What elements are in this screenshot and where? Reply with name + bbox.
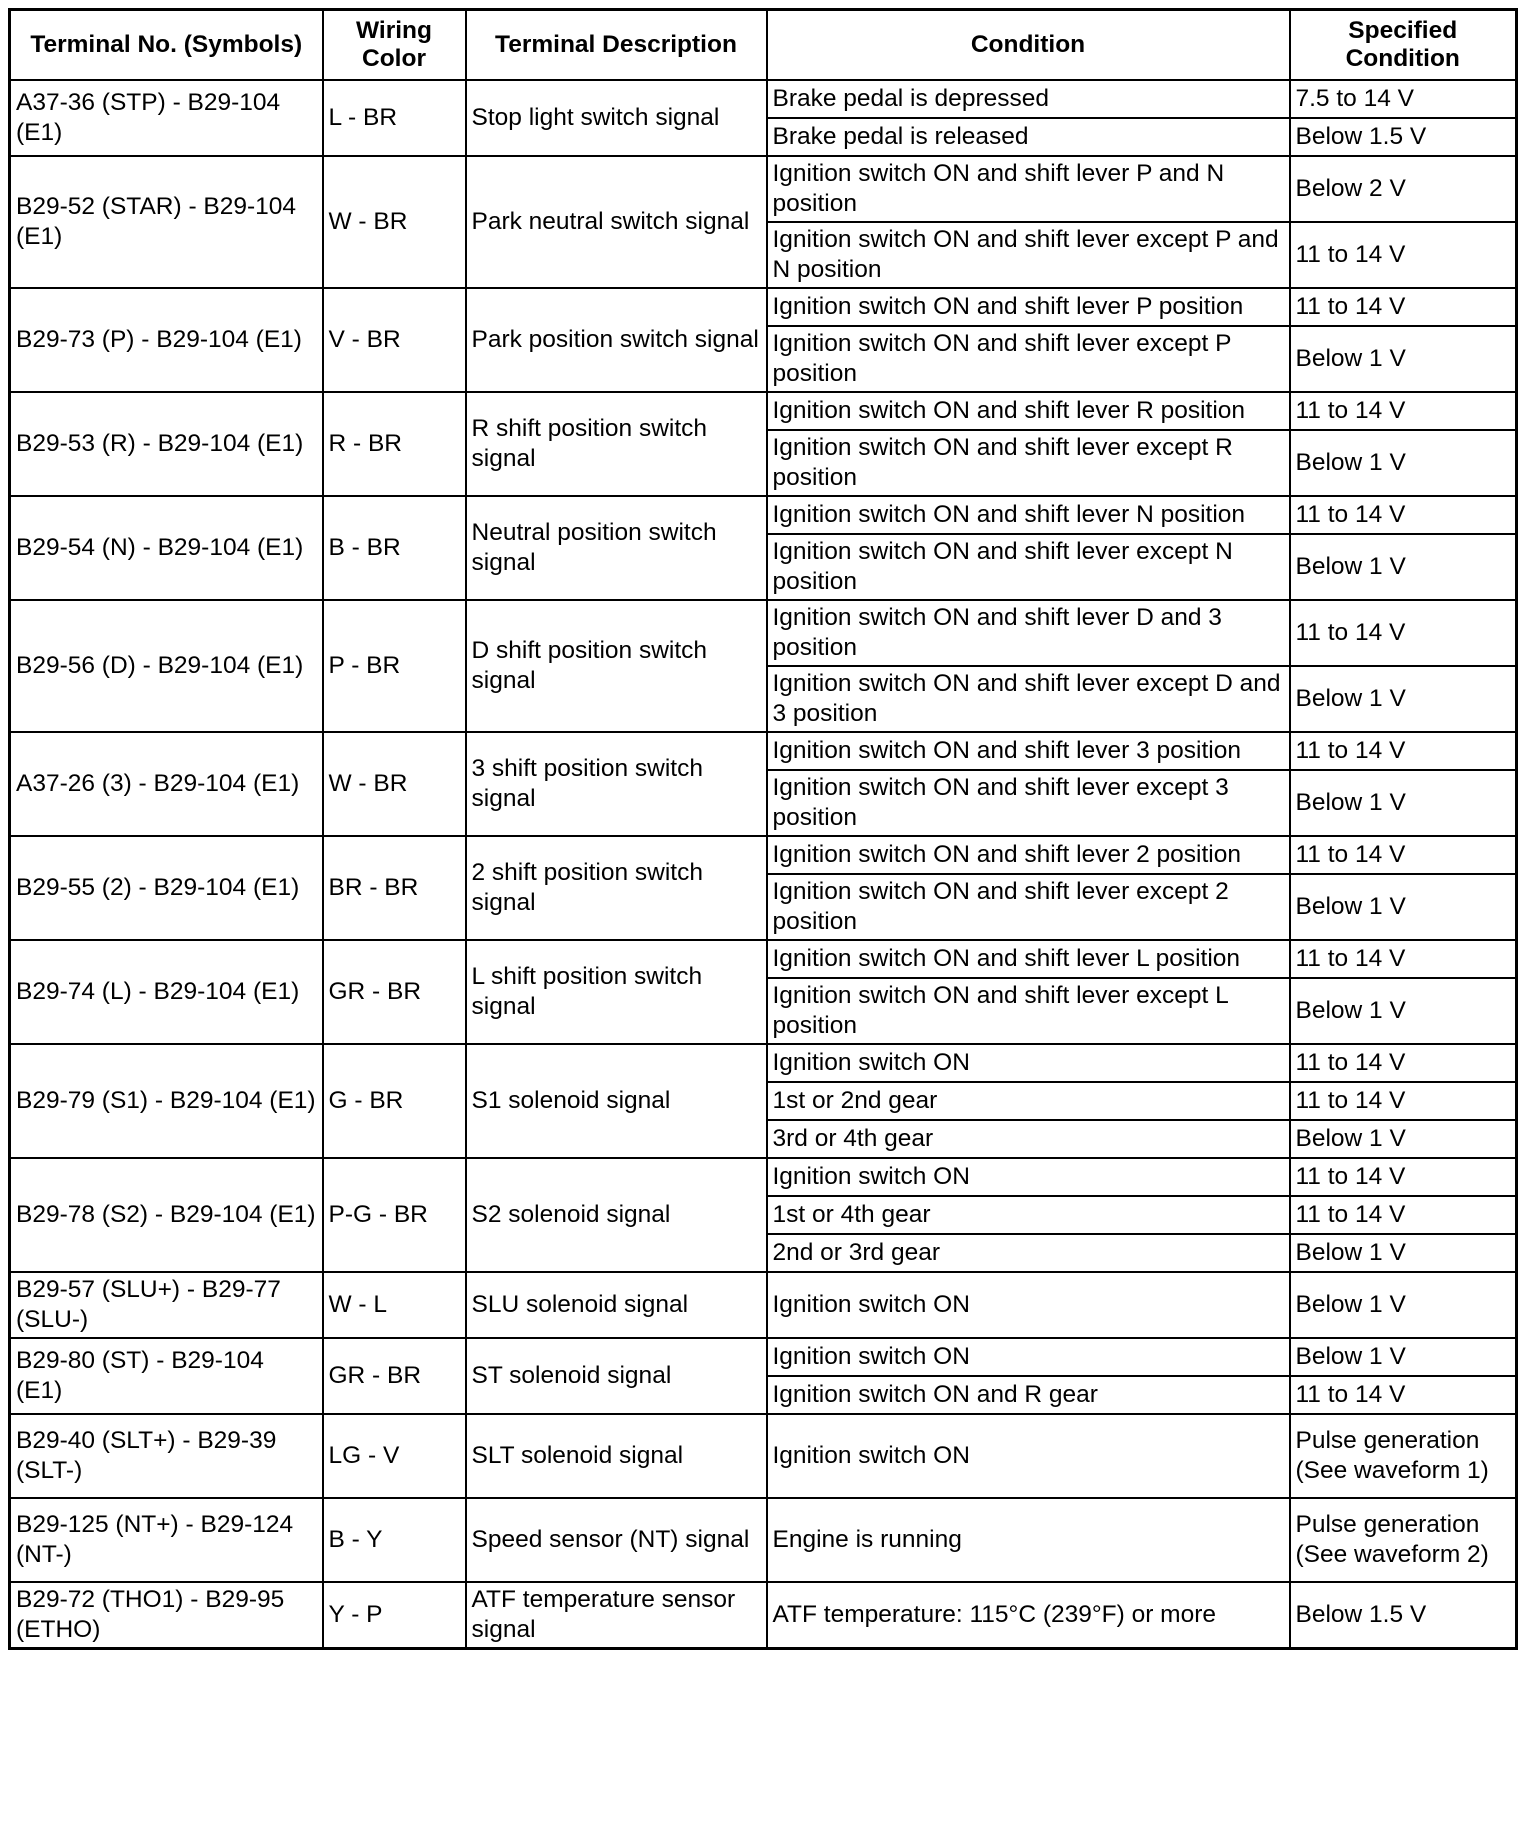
header-terminal: Terminal No. (Symbols) bbox=[10, 10, 323, 81]
wiring-color-cell: LG - V bbox=[323, 1414, 466, 1498]
specified-condition-cell: Below 1 V bbox=[1290, 666, 1517, 732]
terminal-cell: B29-125 (NT+) - B29-124 (NT-) bbox=[10, 1498, 323, 1582]
specified-condition-cell: Below 2 V bbox=[1290, 156, 1517, 222]
table-row bbox=[10, 836, 1517, 874]
table-row bbox=[10, 1158, 1517, 1196]
specified-condition-cell: 11 to 14 V bbox=[1290, 496, 1517, 534]
specified-condition-cell: 11 to 14 V bbox=[1290, 600, 1517, 666]
table-row bbox=[10, 600, 1517, 666]
condition-cell: Ignition switch ON and shift lever except P and N position bbox=[767, 222, 1290, 288]
terminal-cell: B29-57 (SLU+) - B29-77 (SLU-) bbox=[10, 1272, 323, 1338]
wiring-color-cell: G - BR bbox=[323, 1044, 466, 1158]
specified-condition-cell: Below 1.5 V bbox=[1290, 1582, 1517, 1649]
header-description: Terminal Description bbox=[466, 10, 767, 81]
specified-condition-cell: 11 to 14 V bbox=[1290, 1196, 1517, 1234]
condition-cell: ATF temperature: 115°C (239°F) or more bbox=[767, 1582, 1290, 1649]
condition-cell: Brake pedal is released bbox=[767, 118, 1290, 156]
condition-cell: Ignition switch ON and shift lever except 3 position bbox=[767, 770, 1290, 836]
specified-condition-cell: 11 to 14 V bbox=[1290, 940, 1517, 978]
table-row bbox=[10, 1044, 1517, 1082]
specified-condition-cell: Below 1 V bbox=[1290, 430, 1517, 496]
description-cell: ST solenoid signal bbox=[466, 1338, 767, 1414]
description-cell: 3 shift position switch signal bbox=[466, 732, 767, 836]
condition-cell: Ignition switch ON and R gear bbox=[767, 1376, 1290, 1414]
table-row bbox=[10, 1338, 1517, 1376]
condition-cell: Ignition switch ON and shift lever except P position bbox=[767, 326, 1290, 392]
header-condition: Condition bbox=[767, 10, 1290, 81]
condition-cell: Engine is running bbox=[767, 1498, 1290, 1582]
specified-condition-cell: 7.5 to 14 V bbox=[1290, 80, 1517, 118]
specified-condition-cell: Pulse generation (See waveform 2) bbox=[1290, 1498, 1517, 1582]
table-row bbox=[10, 1272, 1517, 1338]
description-cell: Stop light switch signal bbox=[466, 80, 767, 156]
header-wiring-color: Wiring Color bbox=[323, 10, 466, 81]
condition-cell: Brake pedal is depressed bbox=[767, 80, 1290, 118]
condition-cell: Ignition switch ON and shift lever except 2 position bbox=[767, 874, 1290, 940]
wiring-color-cell: W - BR bbox=[323, 732, 466, 836]
condition-cell: Ignition switch ON and shift lever except R position bbox=[767, 430, 1290, 496]
table-row bbox=[10, 392, 1517, 430]
description-cell: L shift position switch signal bbox=[466, 940, 767, 1044]
table-row bbox=[10, 1414, 1517, 1498]
table-row bbox=[10, 1582, 1517, 1649]
description-cell: ATF temperature sensor signal bbox=[466, 1582, 767, 1649]
wiring-color-cell: W - BR bbox=[323, 156, 466, 288]
specified-condition-cell: Below 1 V bbox=[1290, 1272, 1517, 1338]
condition-cell: Ignition switch ON and shift lever P and N position bbox=[767, 156, 1290, 222]
terminal-cell: B29-73 (P) - B29-104 (E1) bbox=[10, 288, 323, 392]
description-cell: Speed sensor (NT) signal bbox=[466, 1498, 767, 1582]
condition-cell: Ignition switch ON and shift lever 2 position bbox=[767, 836, 1290, 874]
terminal-cell: B29-56 (D) - B29-104 (E1) bbox=[10, 600, 323, 732]
terminal-cell: B29-54 (N) - B29-104 (E1) bbox=[10, 496, 323, 600]
table-row bbox=[10, 288, 1517, 326]
specified-condition-cell: 11 to 14 V bbox=[1290, 1082, 1517, 1120]
condition-cell: Ignition switch ON and shift lever except D and 3 position bbox=[767, 666, 1290, 732]
specified-condition-cell: 11 to 14 V bbox=[1290, 288, 1517, 326]
terminal-cell: B29-40 (SLT+) - B29-39 (SLT-) bbox=[10, 1414, 323, 1498]
specified-condition-cell: Below 1 V bbox=[1290, 1234, 1517, 1272]
description-cell: SLT solenoid signal bbox=[466, 1414, 767, 1498]
wiring-color-cell: B - BR bbox=[323, 496, 466, 600]
wiring-color-cell: P - BR bbox=[323, 600, 466, 732]
condition-cell: 2nd or 3rd gear bbox=[767, 1234, 1290, 1272]
terminal-cell: A37-26 (3) - B29-104 (E1) bbox=[10, 732, 323, 836]
specified-condition-cell: 11 to 14 V bbox=[1290, 1376, 1517, 1414]
specified-condition-cell: 11 to 14 V bbox=[1290, 392, 1517, 430]
condition-cell: 3rd or 4th gear bbox=[767, 1120, 1290, 1158]
specified-condition-cell: 11 to 14 V bbox=[1290, 1044, 1517, 1082]
condition-cell: Ignition switch ON and shift lever N position bbox=[767, 496, 1290, 534]
specified-condition-cell: 11 to 14 V bbox=[1290, 732, 1517, 770]
description-cell: Neutral position switch signal bbox=[466, 496, 767, 600]
condition-cell: Ignition switch ON bbox=[767, 1414, 1290, 1498]
specified-condition-cell: Below 1 V bbox=[1290, 1338, 1517, 1376]
condition-cell: Ignition switch ON and shift lever D and 3 position bbox=[767, 600, 1290, 666]
condition-cell: Ignition switch ON and shift lever L position bbox=[767, 940, 1290, 978]
table-header bbox=[10, 10, 1517, 81]
condition-cell: 1st or 2nd gear bbox=[767, 1082, 1290, 1120]
condition-cell: Ignition switch ON bbox=[767, 1272, 1290, 1338]
condition-cell: Ignition switch ON and shift lever except N position bbox=[767, 534, 1290, 600]
specified-condition-cell: Below 1 V bbox=[1290, 874, 1517, 940]
specified-condition-cell: Below 1 V bbox=[1290, 326, 1517, 392]
terminal-cell: B29-52 (STAR) - B29-104 (E1) bbox=[10, 156, 323, 288]
terminal-cell: A37-36 (STP) - B29-104 (E1) bbox=[10, 80, 323, 156]
wiring-color-cell: Y - P bbox=[323, 1582, 466, 1649]
condition-cell: Ignition switch ON and shift lever P position bbox=[767, 288, 1290, 326]
terminal-cell: B29-78 (S2) - B29-104 (E1) bbox=[10, 1158, 323, 1272]
specified-condition-cell: Below 1 V bbox=[1290, 1120, 1517, 1158]
terminal-cell: B29-79 (S1) - B29-104 (E1) bbox=[10, 1044, 323, 1158]
specified-condition-cell: Pulse generation (See waveform 1) bbox=[1290, 1414, 1517, 1498]
condition-cell: Ignition switch ON and shift lever R position bbox=[767, 392, 1290, 430]
wiring-color-cell: BR - BR bbox=[323, 836, 466, 940]
terminal-cell: B29-74 (L) - B29-104 (E1) bbox=[10, 940, 323, 1044]
header-specified-condition: Specified Condition bbox=[1290, 10, 1517, 81]
specified-condition-cell: Below 1 V bbox=[1290, 770, 1517, 836]
specified-condition-cell: Below 1.5 V bbox=[1290, 118, 1517, 156]
table-row bbox=[10, 940, 1517, 978]
condition-cell: Ignition switch ON bbox=[767, 1158, 1290, 1196]
terminal-table bbox=[8, 8, 1518, 1650]
table-row bbox=[10, 732, 1517, 770]
specified-condition-cell: 11 to 14 V bbox=[1290, 1158, 1517, 1196]
wiring-color-cell: GR - BR bbox=[323, 940, 466, 1044]
description-cell: SLU solenoid signal bbox=[466, 1272, 767, 1338]
terminal-cell: B29-55 (2) - B29-104 (E1) bbox=[10, 836, 323, 940]
terminal-cell: B29-72 (THO1) - B29-95 (ETHO) bbox=[10, 1582, 323, 1649]
specified-condition-cell: Below 1 V bbox=[1290, 534, 1517, 600]
description-cell: Park position switch signal bbox=[466, 288, 767, 392]
terminal-cell: B29-80 (ST) - B29-104 (E1) bbox=[10, 1338, 323, 1414]
specified-condition-cell: Below 1 V bbox=[1290, 978, 1517, 1044]
description-cell: S1 solenoid signal bbox=[466, 1044, 767, 1158]
wiring-color-cell: W - L bbox=[323, 1272, 466, 1338]
condition-cell: Ignition switch ON bbox=[767, 1338, 1290, 1376]
wiring-color-cell: GR - BR bbox=[323, 1338, 466, 1414]
wiring-color-cell: P-G - BR bbox=[323, 1158, 466, 1272]
terminal-cell: B29-53 (R) - B29-104 (E1) bbox=[10, 392, 323, 496]
table-body bbox=[10, 80, 1517, 1649]
wiring-color-cell: B - Y bbox=[323, 1498, 466, 1582]
description-cell: D shift position switch signal bbox=[466, 600, 767, 732]
header-row bbox=[10, 10, 1517, 81]
wiring-color-cell: R - BR bbox=[323, 392, 466, 496]
condition-cell: 1st or 4th gear bbox=[767, 1196, 1290, 1234]
condition-cell: Ignition switch ON and shift lever except L position bbox=[767, 978, 1290, 1044]
wiring-color-cell: L - BR bbox=[323, 80, 466, 156]
description-cell: 2 shift position switch signal bbox=[466, 836, 767, 940]
table-row bbox=[10, 496, 1517, 534]
table-row bbox=[10, 80, 1517, 118]
specified-condition-cell: 11 to 14 V bbox=[1290, 222, 1517, 288]
condition-cell: Ignition switch ON bbox=[767, 1044, 1290, 1082]
description-cell: S2 solenoid signal bbox=[466, 1158, 767, 1272]
specified-condition-cell: 11 to 14 V bbox=[1290, 836, 1517, 874]
wiring-color-cell: V - BR bbox=[323, 288, 466, 392]
table-row bbox=[10, 1498, 1517, 1582]
table-row bbox=[10, 156, 1517, 222]
description-cell: R shift position switch signal bbox=[466, 392, 767, 496]
description-cell: Park neutral switch signal bbox=[466, 156, 767, 288]
condition-cell: Ignition switch ON and shift lever 3 position bbox=[767, 732, 1290, 770]
